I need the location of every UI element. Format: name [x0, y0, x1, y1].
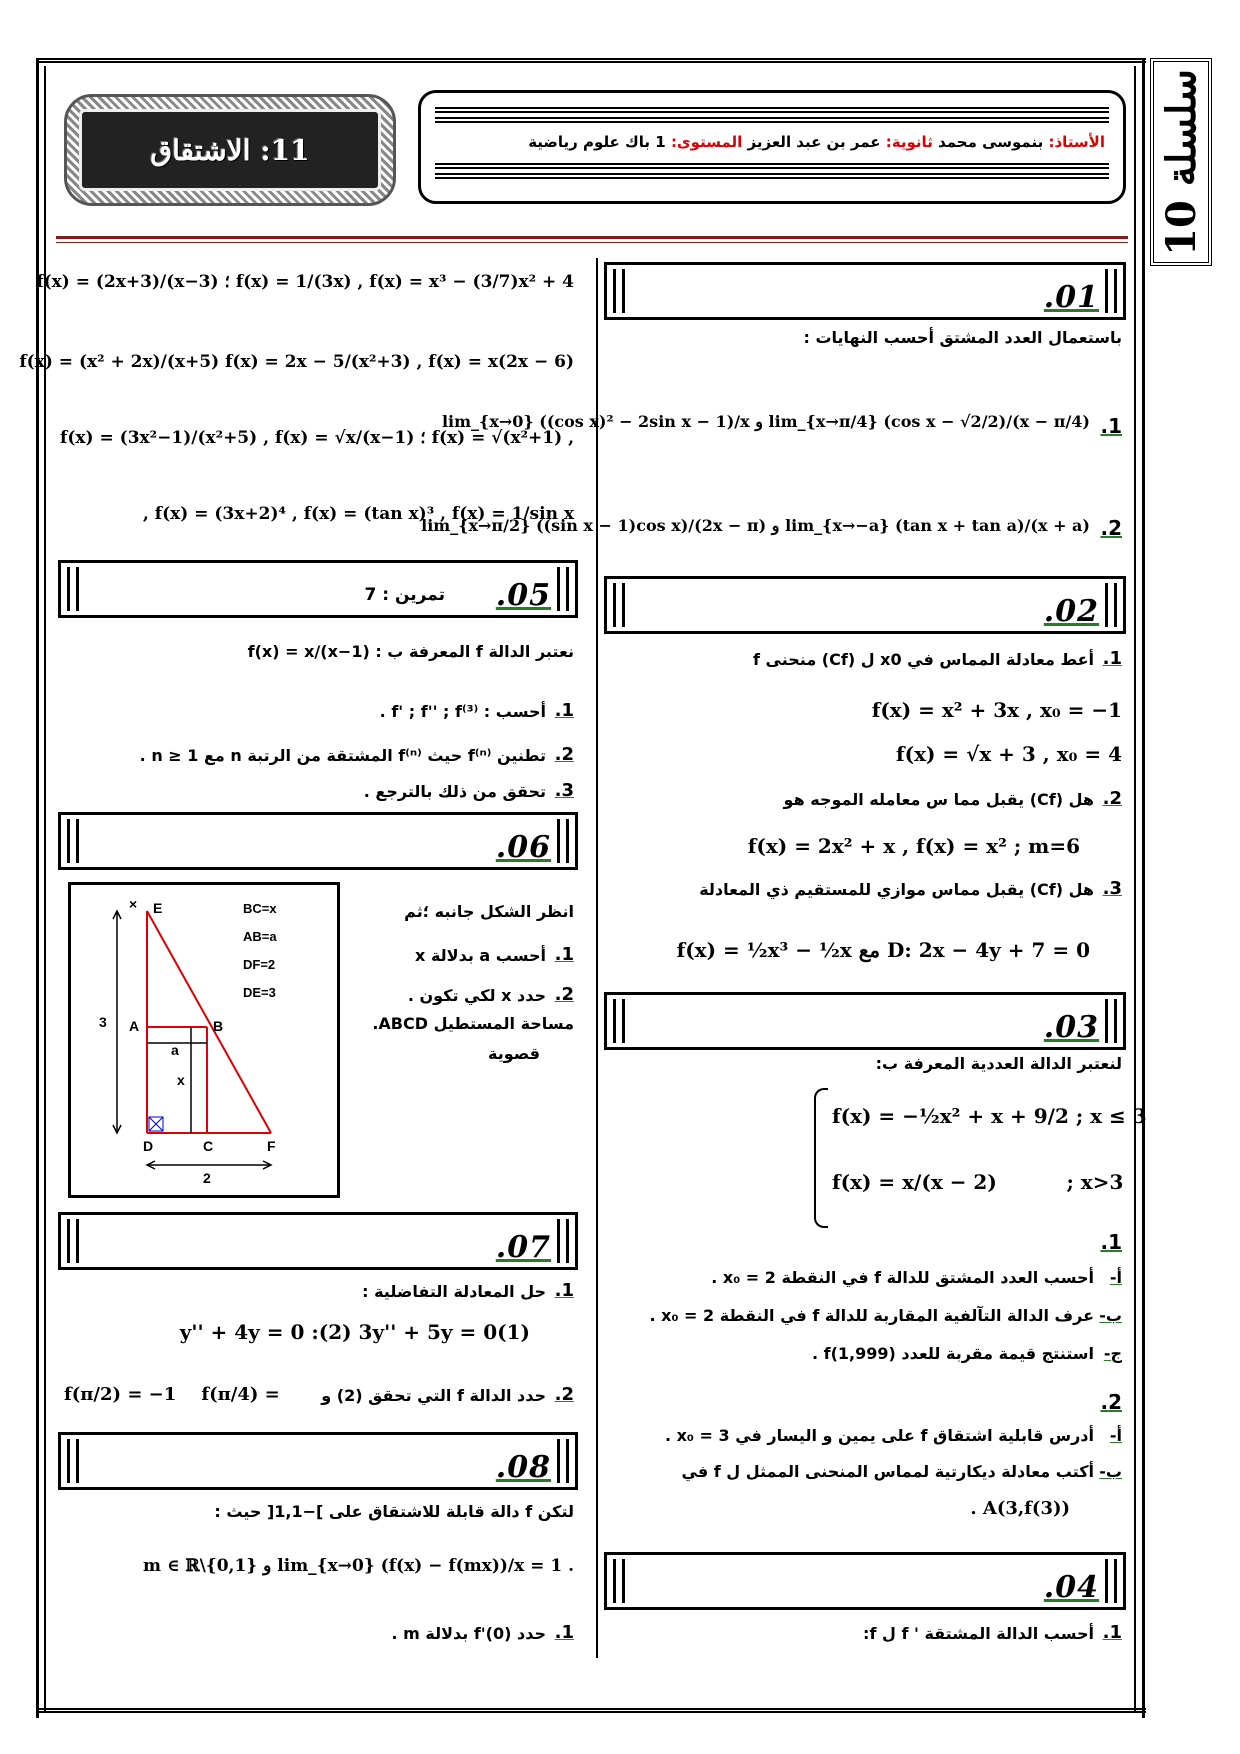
title-inner: [79, 109, 381, 191]
ex01-intro: باستعمال العدد المشتق أحسب النهايات :: [803, 328, 1122, 347]
teacher-name: بنموسى محمد: [938, 133, 1044, 151]
ex06-q1: أحسب a بدلالة x: [415, 946, 546, 965]
exercise-01-header: [604, 262, 1126, 320]
ex01-q1-number: 1.: [1100, 414, 1122, 438]
exercise-08-number: .08: [495, 1450, 551, 1485]
ex04-row1: f(x) = 1/(3x) , f(x) = x³ − (3/7)x² + 4 ؛ f(x) = (2x+3)/(x−3): [36, 272, 574, 292]
ex06-q1-number: 1.: [554, 944, 574, 965]
frame-left-line: [36, 58, 39, 1718]
column-divider: [596, 258, 598, 1658]
ex07-q1: حل المعادلة التفاضلية :: [362, 1282, 546, 1301]
header-rule-mid: [435, 117, 1109, 123]
exercise-04-header: [604, 1552, 1126, 1610]
ex03-b-label: ب-: [1099, 1306, 1122, 1325]
ex02-f1: f(x) = x² + 3x , x₀ = −1: [871, 698, 1122, 722]
fig-label-A: A: [129, 1018, 140, 1034]
ex04-q1-number: 1.: [1102, 1622, 1122, 1643]
header-info: [528, 133, 1105, 151]
ex02-f4: f(x) = ½x³ − ½x مع D: 2x − 4y + 7 = 0: [676, 938, 1090, 962]
exercise-05-subtitle: تمرين : 7: [364, 585, 445, 605]
ex05-q3-number: 3.: [554, 780, 574, 801]
ex02-q1-number: 1.: [1102, 648, 1122, 669]
ex05-q1-number: 1.: [554, 700, 574, 721]
fig-label-x: x: [177, 1072, 185, 1088]
ex03-a: أحسب العدد المشتق للدالة f في النقطة x₀ = 2 .: [711, 1268, 1094, 1287]
frame-right-line-inner: [1134, 66, 1136, 1711]
fig-label-F: F: [267, 1138, 276, 1154]
ex03-e2: . A(3,f(3)): [970, 1498, 1070, 1519]
school-name: عمر بن عبد العزيز: [747, 133, 881, 151]
ex02-q2-number: 2.: [1102, 788, 1122, 809]
ex07-equation: y'' + 4y = 0 :(2) 3y'' + 5y = 0(1): [179, 1320, 530, 1344]
ex06-intro: انظر الشكل جانبه ؛ثم: [404, 902, 574, 921]
ex05-q2: تطنين f⁽ⁿ⁾ حيث f⁽ⁿ⁾ المشتقة من الرتبة n مع n ≥ 1 .: [139, 746, 546, 765]
fig-eq2: AB=a: [243, 929, 277, 944]
ex03-piece1: f(x) = −½x² + x + 9/2 ; x ≤ 3: [832, 1104, 1147, 1128]
ex06-q2-number: 2.: [554, 984, 574, 1005]
ex03-d-label: أ-: [1109, 1426, 1122, 1445]
ex08-q1-number: 1.: [554, 1622, 574, 1643]
ex05-q1: أحسب : f' ; f'' ; f⁽³⁾ .: [379, 702, 546, 721]
ex05-q2-number: 2.: [554, 744, 574, 765]
ex08-intro: لتكن f دالة قابلة للاشتقاق على ]−1,1[ حيث :: [214, 1502, 574, 1521]
exercise-05-header: [58, 560, 578, 618]
ex06-q2b: مساحة المستطيل ABCD.: [372, 1014, 574, 1033]
exercise-07-header: [58, 1212, 578, 1270]
page-title: 11: الاشتقاق: [150, 133, 310, 167]
fig-label-3: 3: [99, 1014, 107, 1030]
ex04-row2: f(x) = (x² + 2x)/(x+5) f(x) = 2x − 5/(x²+3) , f(x) = x(2x − 6): [19, 352, 574, 372]
ex08-q1: حدد f'(0) بدلالة m .: [391, 1624, 546, 1643]
ex04-row4: f(x) = (3x+2)⁴ , f(x) = (tan x)³ , f(x) = 1/sin x ,: [142, 504, 574, 524]
serie-label: سلسلة 10: [1157, 68, 1205, 256]
ex08-equation: . lim_{x→0} (f(x) − f(mx))/x = 1 و m ∈ ℝ\{0,1}: [143, 1556, 574, 1576]
ex04-q1: أحسب الدالة المشتقة ' f ل f:: [863, 1624, 1094, 1643]
header-rule-top: [435, 107, 1109, 113]
ex07-condition: f(π/2) = −1 f(π/4) =: [64, 1384, 280, 1405]
ex07-q2: حدد الدالة f التي تحقق (2) و: [321, 1386, 546, 1405]
ex02-q3-number: 3.: [1102, 878, 1122, 899]
ex01-q2-formula: lim_{x→π/2} ((sin x − 1)cos x)/(2x − π) و lim_{x→−a} (tan x + tan a)/(x + a): [421, 516, 1090, 535]
frame-right-line: [1142, 58, 1145, 1718]
fig-label-D: D: [143, 1138, 154, 1154]
serie-tab: [1150, 58, 1212, 266]
ex03-piece2: f(x) = x/(x − 2) ; x>3: [832, 1170, 1124, 1194]
exercise-07-number: .07: [495, 1230, 551, 1265]
fig-eq3: DF=2: [243, 957, 276, 972]
exercise-03-number: .03: [1043, 1010, 1099, 1045]
teacher-label: الأستاذ:: [1048, 133, 1105, 151]
school-label: ثانوية:: [885, 133, 933, 151]
exercise-06-number: .06: [495, 830, 551, 865]
ex03-c: استنتج قيمة مقربة للعدد f(1,999) .: [811, 1344, 1094, 1363]
ex02-f2: f(x) = √x + 3 , x₀ = 4: [896, 742, 1122, 766]
ex02-f3: f(x) = 2x² + x , f(x) = x² ; m=6: [747, 834, 1080, 858]
ex03-e-label: ب-: [1099, 1462, 1122, 1481]
ex03-e: أكتب معادلة ديكارتية لمماس المنحنى الممثل ل f في: [681, 1462, 1094, 1481]
fig-label-B: B: [213, 1018, 224, 1034]
fig-label-C: C: [203, 1138, 214, 1154]
fig-right-angle-mark: [149, 1117, 163, 1131]
exercise-03-header: [604, 992, 1126, 1050]
ex01-q1-formula: lim_{x→0} ((cos x)² − 2sin x − 1)/x و lim_{x→π/4} (cos x − √2/2)/(x − π/4): [441, 412, 1090, 431]
level-label: المستوى:: [670, 133, 743, 151]
fig-hypotenuse: [147, 911, 271, 1133]
fig-eq1: BC=x: [243, 901, 277, 916]
exercise-02-number: .02: [1043, 594, 1099, 629]
ex05-intro: نعتبر الدالة f المعرفة ب : f(x) = x/(x−1): [247, 642, 574, 661]
header-box: [418, 90, 1126, 204]
ex06-q2: حدد x لكي تكون .: [407, 986, 546, 1005]
ex07-q2-number: 2.: [554, 1384, 574, 1405]
fig-label-2: 2: [203, 1170, 211, 1186]
exercise-08-header: [58, 1432, 578, 1490]
ex03-part1: 1.: [1100, 1230, 1122, 1254]
exercise-04-number: .04: [1043, 1570, 1099, 1605]
header-rule-low2: [435, 173, 1109, 179]
fig-label-a: a: [171, 1042, 179, 1058]
fig-E-cross: ×: [129, 896, 138, 912]
exercise-06-header: [58, 812, 578, 870]
ex03-part2: 2.: [1100, 1390, 1122, 1414]
ex06-q2c: قصوية: [488, 1044, 540, 1063]
header-rule-low1: [435, 163, 1109, 169]
exercise-05-number: .05: [495, 578, 551, 613]
ex02-q1: أعط معادلة المماس في x0 ل (Cf) منحنى f: [753, 650, 1094, 669]
header-separator: [56, 236, 1128, 239]
ex03-a-label: أ-: [1109, 1268, 1122, 1287]
fig-eq4: DE=3: [243, 985, 276, 1000]
fig-label-E: E: [153, 900, 163, 916]
title-badge: [64, 94, 396, 206]
ex03-c-label: ج-: [1103, 1344, 1122, 1363]
header-separator-2: [56, 242, 1128, 243]
frame-left-line-inner: [44, 66, 46, 1711]
ex06-figure: [68, 882, 340, 1198]
level-value: 1 باك علوم رياضية: [528, 133, 666, 151]
exercise-01-number: .01: [1043, 280, 1099, 315]
ex05-q3: تحقق من ذلك بالترجع .: [363, 782, 546, 801]
exercise-02-header: [604, 576, 1126, 634]
ex03-b: عرف الدالة التآلفية المقاربة للدالة f في النقطة x₀ = 2 .: [649, 1306, 1094, 1325]
ex02-q3: هل (Cf) يقبل مماس موازي للمستقيم ذي المعادلة: [699, 880, 1094, 899]
ex04-row3: , f(x) = √(x²+1) ؛ f(x) = (3x²−1)/(x²+5) , f(x) = √x/(x−1): [60, 428, 574, 448]
ex03-d: أدرس قابلية اشتقاق f على يمين و اليسار في x₀ = 3 .: [664, 1426, 1094, 1445]
ex07-q1-number: 1.: [554, 1280, 574, 1301]
ex03-intro: لنعتبر الدالة العددية المعرفة ب:: [875, 1054, 1122, 1073]
ex01-q2-number: 2.: [1100, 516, 1122, 540]
ex02-q2: هل (Cf) يقبل مما س معامله الموجه هو: [783, 790, 1094, 809]
ex06-figure-svg: [71, 885, 337, 1195]
ex03-brace: [814, 1088, 828, 1228]
